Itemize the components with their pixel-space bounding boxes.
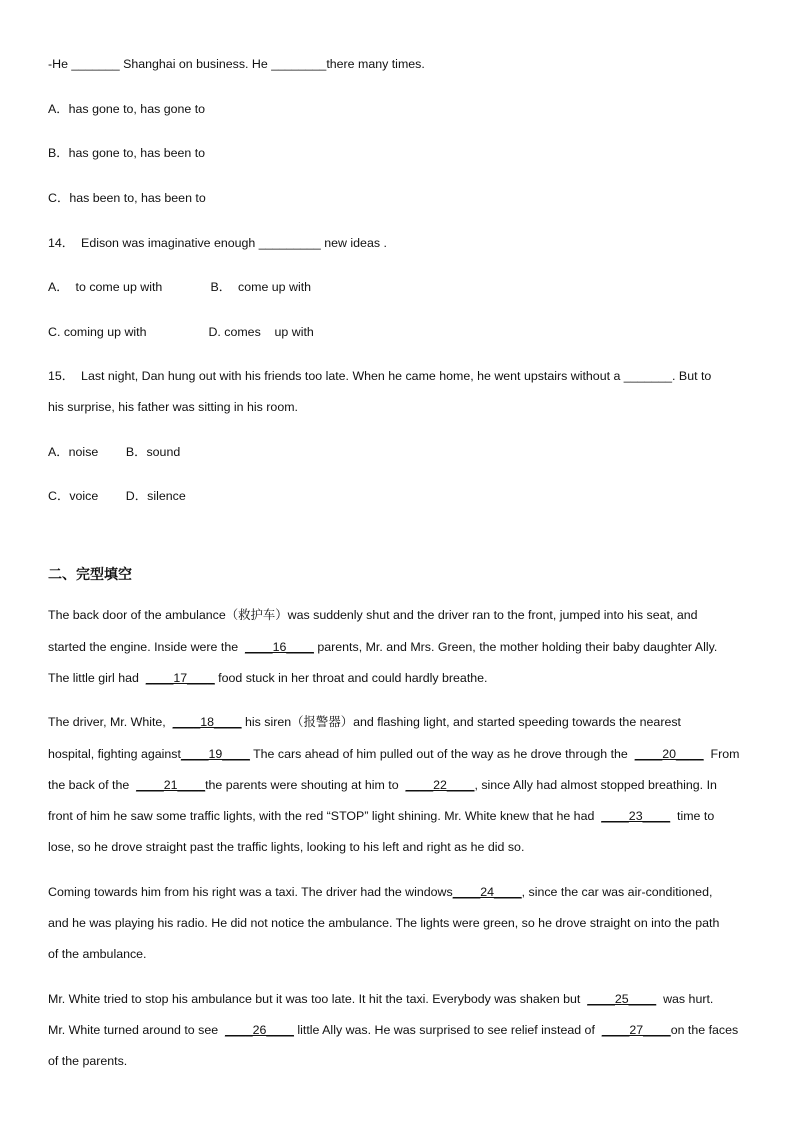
p4-line3: of the parents. <box>48 1054 128 1068</box>
p2-line2 <box>48 746 739 762</box>
q14-options-ab: A． to come up with B． come up with <box>48 280 312 294</box>
p1-line2 <box>48 639 717 655</box>
p4-line1 <box>48 991 713 1007</box>
text: , since Ally had almost stopped breathing. In <box>474 778 717 792</box>
blank-19[interactable]: ____19____ <box>180 747 250 761</box>
text: food stuck in her throat and could hardly breathe. <box>214 671 488 685</box>
q14-stem: 14． Edison was imaginative enough _________ new ideas . <box>48 236 387 250</box>
blank-23[interactable]: ____23____ <box>601 809 671 823</box>
p2-line4 <box>48 808 714 824</box>
p4-line2 <box>48 1022 738 1038</box>
p1-line1: The back door of the ambulance（救护车）was suddenly shut and the driver ran to the front, jumped into his seat, and <box>48 608 698 622</box>
text: on the faces <box>670 1023 739 1037</box>
blank-20[interactable]: ____20____ <box>634 747 704 761</box>
p3-line2: and he was playing his radio. He did not notice the ambulance. The lights were green, so he drove straight on into the path <box>48 916 720 930</box>
blank-22[interactable]: ____22____ <box>405 778 475 792</box>
text: the parents were shouting at him to <box>205 778 406 792</box>
text: From <box>703 747 740 761</box>
q13-option-b: B．has gone to, has been to <box>48 146 206 160</box>
q13-option-c: C．has been to, has been to <box>48 191 206 205</box>
text: The cars ahead of him pulled out of the way as he drove through the <box>249 747 635 761</box>
text: started the engine. Inside were the <box>48 640 245 654</box>
blank-16[interactable]: ____16____ <box>245 640 314 654</box>
blank-18[interactable]: ____18____ <box>172 715 242 729</box>
p3-line3: of the ambulance. <box>48 947 147 961</box>
q15-stem-line2: his surprise, his father was sitting in his room. <box>48 400 298 414</box>
q15-stem-line1: 15． Last night, Dan hung out with his friends too late. When he came home, he went upstairs without a _______. But to <box>48 369 712 383</box>
q14-options-cd: C. coming up with D. comes up with <box>48 325 314 339</box>
text: Mr. White turned around to see <box>48 1023 226 1037</box>
text: front of him he saw some traffic lights, with the red “STOP” light shining. Mr. White knew that he had <box>48 809 602 823</box>
text: Coming towards him from his right was a taxi. The driver had the windows <box>48 885 453 899</box>
blank-25[interactable]: ____25____ <box>587 992 657 1006</box>
q15-options-ab: A．noise B．sound <box>48 445 181 459</box>
blank-24[interactable]: ____24____ <box>452 885 522 899</box>
blank-17[interactable]: ____17____ <box>145 671 215 685</box>
section-title: 二、完型填空 <box>48 566 132 582</box>
text: Mr. White tried to stop his ambulance but it was too late. It hit the taxi. Everybody was shaken but <box>48 992 588 1006</box>
text: The little girl had <box>48 671 146 685</box>
text: little Ally was. He was surprised to see relief instead of <box>293 1023 602 1037</box>
text: the back of the <box>48 778 137 792</box>
text: was hurt. <box>656 992 714 1006</box>
text: , since the car was air-conditioned, <box>521 885 713 899</box>
blank-27[interactable]: ____27____ <box>601 1023 671 1037</box>
p3-line1 <box>48 884 712 900</box>
p1-line3 <box>48 670 487 686</box>
text: parents, Mr. and Mrs. Green, the mother holding their baby daughter Ally. <box>313 640 718 654</box>
text: his siren（报警器）and flashing light, and started speeding towards the nearest <box>241 715 681 729</box>
text: time to <box>670 809 715 823</box>
p2-line3 <box>48 777 717 793</box>
p2-line5: lose, so he drove straight past the traffic lights, looking to his left and right as he did so. <box>48 840 525 854</box>
q13-option-a: A．has gone to, has gone to <box>48 102 206 116</box>
q15-options-cd: C．voice D．silence <box>48 489 186 503</box>
p2-line1 <box>48 714 681 730</box>
blank-21[interactable]: ____21____ <box>136 778 206 792</box>
blank-26[interactable]: ____26____ <box>225 1023 294 1037</box>
text: hospital, fighting against <box>48 747 181 761</box>
q13-stem: -He _______ Shanghai on business. He ________there many times. <box>48 57 425 71</box>
text: The driver, Mr. White, <box>48 715 173 729</box>
